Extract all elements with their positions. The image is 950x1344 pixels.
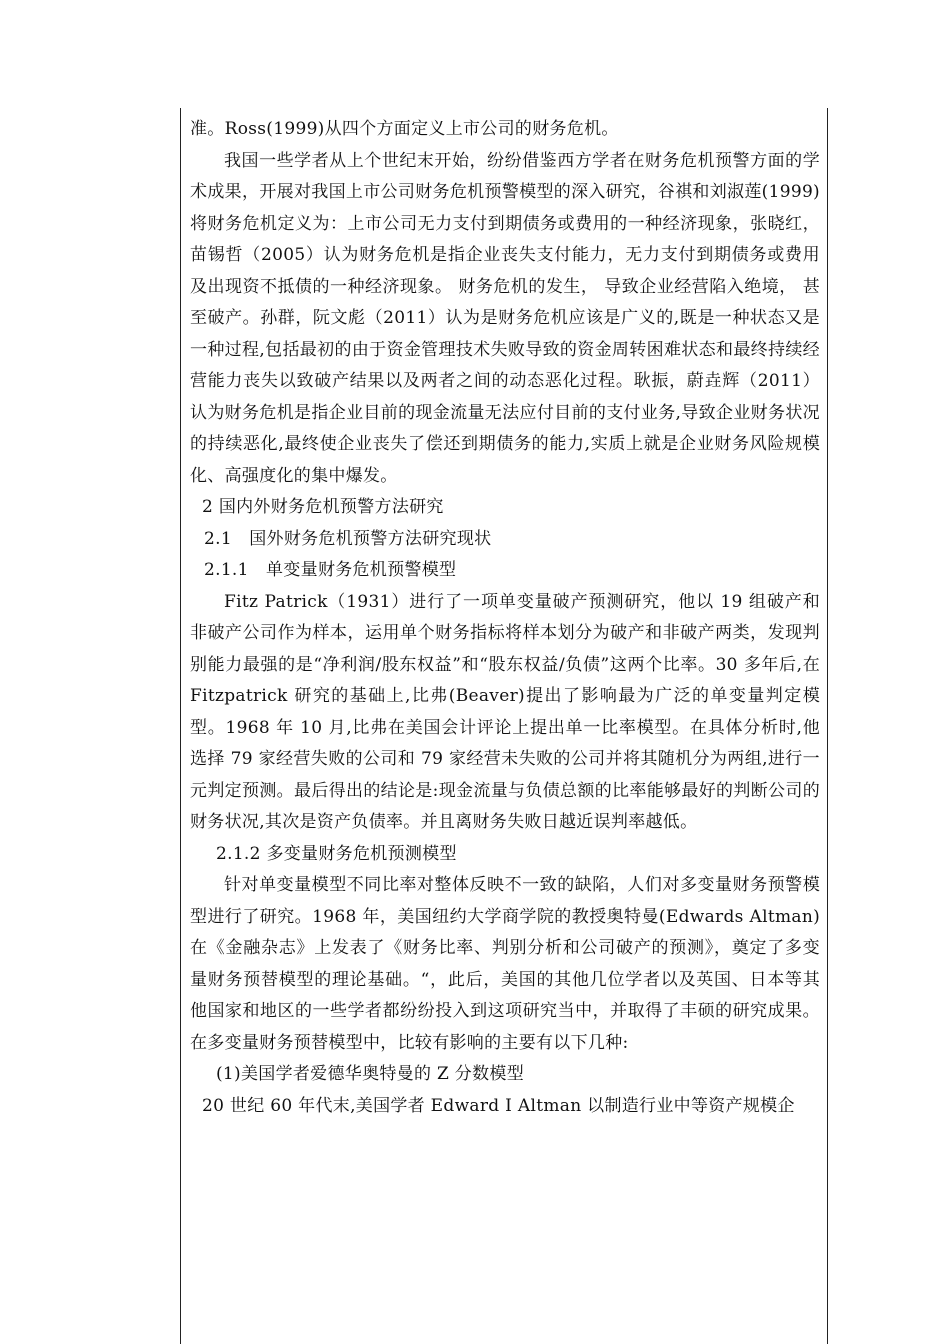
paragraph-altman: 20 世纪 60 年代末,美国学者 Edward I Altman 以制造行业中等资产规模企 [202,1095,795,1116]
paragraph-domestic-research: 我国一些学者从上个世纪末开始，纷纷借鉴西方学者在财务危机预警方面的学术成果，开展对我国上市公司财务危机预警模型的深入研究，谷祺和刘淑莲(1999)将财务危机定义为：上市公司无力支付到期债务或费用的一种经济现象，张晓红，苗锡哲（2005）认为财务危机是指企业丧失支付能力，无力支付到期债务或费用及出现资不抵债的一种经济现象。 财务危机的发生， 导致企业经营陷入绝境， 甚至破产。孙群，阮文彪（2011）认为是财务危机应该是广义的,既是一种状态又是一种过程,包括最初的由于资金管理技术失败导致的资金周转困难状态和最终持续经营能力丧失以致破产结果以及两者之间的动态恶化过程。耿振，蔚垚辉（2011）认为财务危机是指企业目前的现金流量无法应付目前的支付业务,导致企业财务状况的持续恶化,最终使企业丧失了偿还到期债务的能力,实质上就是企业财务风险规模化、高强度化的集中爆发。 [190,150,820,486]
section-heading-2-1-2: 2.1.2 多变量财务危机预测模型 [216,843,457,864]
section-heading-2-1-1: 2.1.1 单变量财务危机预警模型 [204,560,457,580]
list-item-z-score: (1)美国学者爱德华奥特曼的 Z 分数模型 [216,1064,524,1084]
section-heading-2-1: 2.1 国外财务危机预警方法研究现状 [204,528,492,549]
section-heading-2: 2 国内外财务危机预警方法研究 [202,497,444,517]
paragraph-continuation: 准。Ross(1999)从四个方面定义上市公司的财务危机。 [190,119,619,139]
document-body [190,114,820,1122]
paragraph-multivariate-model: 针对单变量模型不同比率对整体反映不一致的缺陷，人们对多变量财务预警模型进行了研究。1968 年，美国纽约大学商学院的教授奥特曼(Edwards Altman)在《金融杂志》上发表了《财务比率、判别分析和公司破产的预测》，奠定了多变量财务预替模型的理论基础。“，此后，美国的其他几位学者以及英国、日本等其他国家和地区的一些学者都纷纷投入到这项研究当中，并取得了丰硕的研究成果。在多变量财务预替模型中，比较有影响的主要有以下几种: [190,875,820,1053]
paragraph-univariate-model: Fitz Patrick（1931）进行了一项单变量破产预测研究，他以 19 组破产和非破产公司作为样本，运用单个财务指标将样本划分为破产和非破产两类，发现判别能力最强的是“净利润/股东权益”和“股东权益/负债”这两个比率。30 多年后,在 Fitzpatrick 研究的基础上,比弗(Beaver)提出了影响最为广泛的单变量判定模型。1968 年 10 月,比弗在美国会计评论上提出单一比率模型。在具体分析时,他选择 79 家经营失败的公司和 79 家经营未失败的公司并将其随机分为两组,进行一元判定预测。最后得出的结论是:现金流量与负债总额的比率能够最好的判断公司的财务状况,其次是资产负债率。并且离财务失败日越近误判率越低。 [190,591,820,832]
